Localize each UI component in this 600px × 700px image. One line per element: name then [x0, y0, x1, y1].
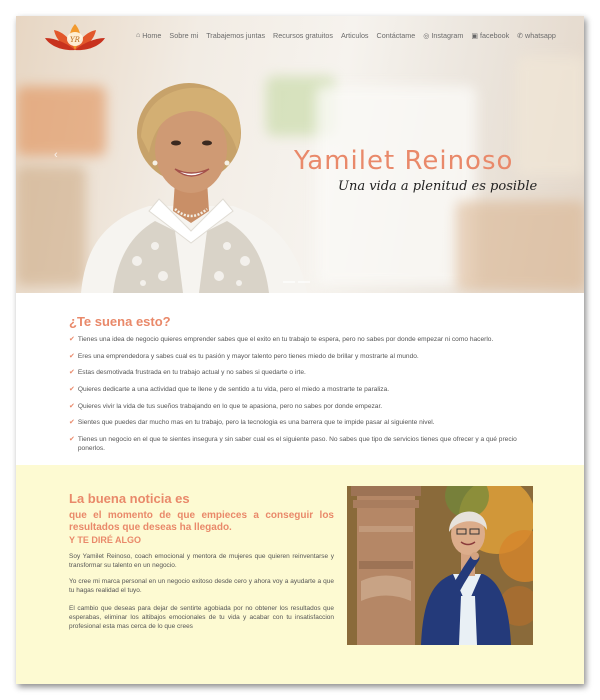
- whatsapp-icon: ✆: [517, 32, 524, 40]
- carousel-indicators: [283, 281, 310, 283]
- carousel-dot[interactable]: [298, 281, 310, 283]
- home-icon: ⌂: [136, 32, 141, 39]
- list-item-text: Estas desmotivada frustrada en tu trabajo actual y no sabes si quedarte o irte.: [77, 369, 306, 377]
- hero-banner: [16, 16, 584, 293]
- check-icon: ✔: [69, 419, 75, 427]
- check-icon: ✔: [69, 436, 75, 444]
- nav-label: Home: [142, 31, 162, 40]
- check-icon: ✔: [69, 369, 75, 377]
- nav-item-recursos-gratuitos[interactable]: [273, 31, 333, 40]
- list-item: [69, 435, 539, 453]
- nav-item-instagram[interactable]: [423, 31, 463, 40]
- nav-item-trabajemos-juntas[interactable]: [206, 31, 265, 40]
- nav-item-facebook[interactable]: [471, 31, 509, 40]
- brand-logo[interactable]: [42, 20, 108, 54]
- instagram-icon: ◎: [423, 32, 430, 40]
- intro-paragraph: Yo cree mi marca personal en un negocio exitoso desde cero y ahora voy a ayudarte a que tu hagas realidad el tuyo.: [69, 578, 334, 595]
- list-item-text: Tienes un negocio en el que te sientes insegura y sin saber cual es el siguiente paso. No sabes que tipo de servicios tienes que ofrecer y a qué precio ponerlos.: [77, 436, 517, 453]
- check-icon: ✔: [69, 386, 75, 394]
- nav-label: Contáctame: [376, 31, 416, 40]
- nav-label: Instagram: [431, 31, 464, 40]
- coach-photo: [347, 486, 533, 645]
- check-icon: ✔: [69, 336, 75, 343]
- good-news-section: [16, 465, 584, 684]
- main-menu: [136, 31, 556, 40]
- nav-item-home[interactable]: [136, 31, 161, 40]
- section-title: ¿Te suena esto?: [69, 314, 171, 329]
- logo-text: YR: [70, 36, 80, 44]
- hero-portrait-image: [71, 71, 311, 293]
- check-icon: ✔: [69, 352, 75, 360]
- list-item-text: Sientes que puedes dar mucho mas en tu trabajo, pero la tecnologia es una barrera que te impide pasar al siguiente nivel.: [77, 419, 435, 427]
- list-item-text: Eres una emprendedora y sabes cual es tu pasión y mayor talento pero tienes miedo de brillar y mostrarte al mundo.: [77, 352, 419, 360]
- nav-label: Articulos: [340, 31, 369, 40]
- list-item-text: Quieres vivir la vida de tus sueños trabajando en lo que te apasiona, pero no sabes por donde empezar.: [77, 402, 383, 410]
- carousel-dot[interactable]: [283, 281, 295, 283]
- website-page: [16, 16, 584, 684]
- list-item: [69, 402, 539, 411]
- nav-label: Trabajemos juntas: [206, 31, 266, 40]
- nav-label: Recursos gratuitos: [273, 31, 333, 40]
- list-item: [69, 335, 539, 344]
- list-item-text: Tienes una idea de negocio quieres emprender sabes que el exito en tu trabajo te espera, pero no sabes por donde empezar ni como hacerlo.: [77, 336, 494, 343]
- nav-item-sobre-mi[interactable]: [169, 31, 198, 40]
- list-item: [69, 418, 539, 427]
- hero-subtitle: Una vida a plenitud es posible: [338, 179, 538, 194]
- nav-item-contactame[interactable]: [377, 31, 416, 40]
- pain-points-section: [16, 293, 584, 465]
- section-tagline: Y TE DIRÉ ALGO: [69, 535, 142, 545]
- facebook-icon: ▣: [471, 32, 478, 40]
- list-item: [69, 352, 539, 361]
- background-shape: [456, 201, 584, 291]
- section-title: La buena noticia es: [69, 491, 190, 506]
- nav-item-whatsapp[interactable]: [517, 31, 556, 40]
- hero-title: Yamilet Reinoso: [294, 146, 514, 176]
- list-item: [69, 368, 539, 377]
- pain-points-list: [69, 335, 539, 461]
- nav-label: whatsapp: [525, 31, 556, 40]
- nav-label: facebook: [480, 31, 510, 40]
- intro-paragraph: Soy Yamilet Reinoso, coach emocional y mentora de mujeres que quieren reinventarse y transformar su talento en un negocio.: [69, 553, 334, 570]
- background-shape: [516, 56, 584, 176]
- top-navigation: [16, 16, 584, 60]
- section-lead: que el momento de que empieces a conseguir los resultados que deseas ha llegado.: [69, 510, 334, 533]
- nav-item-articulos[interactable]: [341, 31, 369, 40]
- list-item: [69, 385, 539, 394]
- carousel-prev-icon[interactable]: ‹: [54, 149, 58, 161]
- list-item-text: Quieres dedicarte a una actividad que te llene y de sentido a tu vida, pero el miedo a mostrarte te paraliza.: [77, 386, 390, 394]
- check-icon: ✔: [69, 402, 75, 410]
- intro-paragraph: El cambio que deseas para dejar de sentirte agobiada por no obtener los resultados que esperabas, eliminar los altibajos emocionales de tu vida y acabar con tu insatisfaccion profesional esta mas cerca de lo que crees: [69, 605, 334, 631]
- nav-label: Sobre mi: [169, 31, 199, 40]
